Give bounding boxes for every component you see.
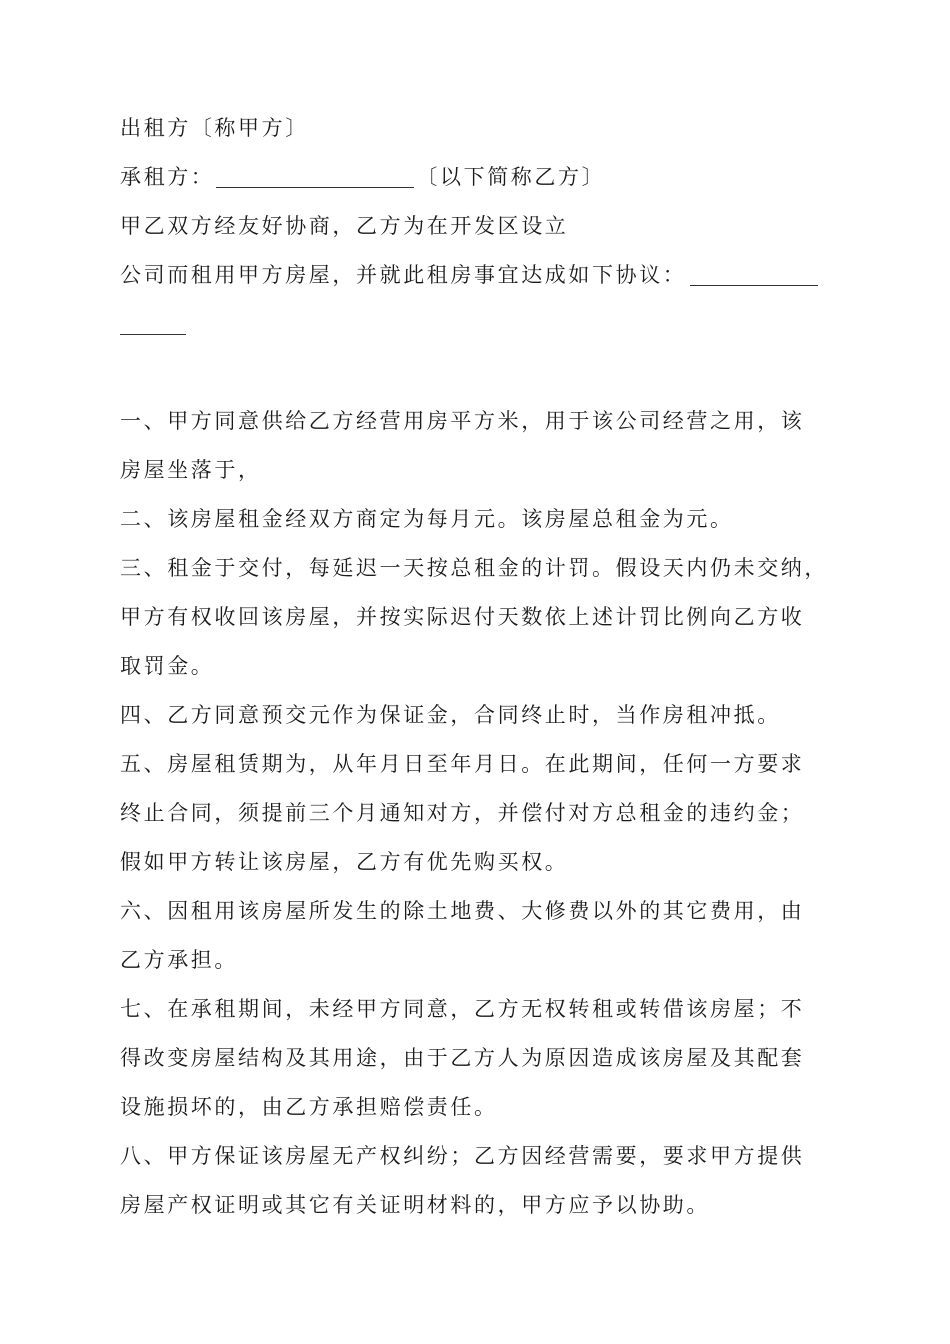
lessee-label: 承租方： — [120, 165, 215, 189]
clause-line: 五、房屋租赁期为，从年月日至年月日。在此期间，任何一方要求 — [120, 752, 805, 776]
agreement-blank-continuation — [120, 300, 850, 349]
clause — [120, 740, 850, 887]
clause-list — [120, 397, 850, 1230]
clause-line: 取罚金。 — [120, 654, 215, 678]
clause — [120, 691, 850, 740]
clause-line: 甲方有权收回该房屋，并按实际迟付天数依上述计罚比例向乙方收 — [120, 605, 805, 629]
clause-line: 设施损坏的，由乙方承担赔偿责任。 — [120, 1095, 498, 1119]
clause-line: 六、因租用该房屋所发生的除土地费、大修费以外的其它费用，由 — [120, 899, 805, 923]
clause-line: 三、租金于交付，每延迟一天按总租金的计罚。假设天内仍未交纳， — [120, 556, 828, 580]
clause — [120, 985, 850, 1132]
clause — [120, 1132, 850, 1230]
section-gap — [120, 349, 850, 397]
intro-line-1: 甲乙双方经友好协商，乙方为在开发区设立 — [120, 214, 569, 238]
lessee-suffix: 〔以下简称乙方〕 — [416, 165, 606, 189]
clause-line: 七、在承租期间，未经甲方同意，乙方无权转租或转借该房屋；不 — [120, 997, 805, 1021]
clause-line: 二、该房屋租金经双方商定为每月元。该房屋总租金为元。 — [120, 507, 734, 531]
clause-line: 房屋坐落于， — [120, 458, 262, 482]
clause-line: 得改变房屋结构及其用途，由于乙方人为原因造成该房屋及其配套 — [120, 1046, 805, 1070]
clause-line: 房屋产权证明或其它有关证明材料的，甲方应予以协助。 — [120, 1193, 710, 1217]
agreement-blank — [690, 263, 818, 286]
intro-line-2-text: 公司而租用甲方房屋，并就此租房事宜达成如下协议： — [120, 263, 687, 287]
clause-line: 四、乙方同意预交元作为保证金，合同终止时，当作房租冲抵。 — [120, 703, 781, 727]
clause — [120, 887, 850, 985]
clause-line: 终止合同，须提前三个月通知对方，并偿付对方总租金的违约金； — [120, 801, 805, 825]
document-body — [120, 104, 850, 1230]
clause — [120, 495, 850, 544]
agreement-blank-end — [120, 312, 186, 335]
lessee-line — [120, 153, 850, 202]
clause-line: 乙方承担。 — [120, 948, 238, 972]
lessor-line: 出租方〔称甲方〕 — [120, 116, 309, 140]
lessee-name-blank — [216, 165, 414, 188]
clause — [120, 544, 850, 691]
clause-line: 假如甲方转让该房屋，乙方有优先购买权。 — [120, 850, 569, 874]
clause-line: 八、甲方保证该房屋无产权纠纷；乙方因经营需要，要求甲方提供 — [120, 1144, 805, 1168]
clause — [120, 397, 850, 495]
intro-line-2 — [120, 251, 850, 300]
clause-line: 一、甲方同意供给乙方经营用房平方米，用于该公司经营之用，该 — [120, 409, 805, 433]
